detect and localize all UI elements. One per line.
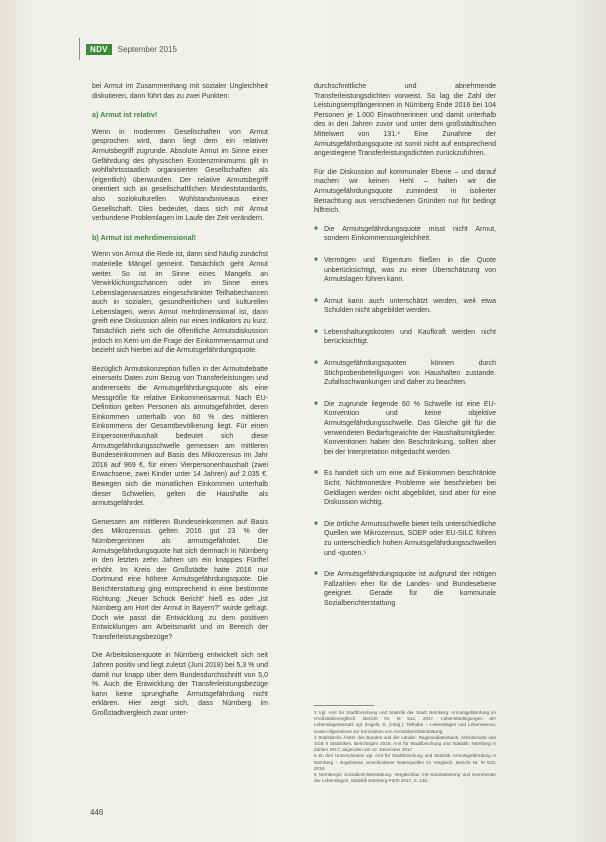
footnote-rule <box>314 705 374 706</box>
paragraph-2: Für die Diskussion auf kommunaler Ebene – und darauf machen wir keinen Hehl – halten wir die Armutsgefährdungsquote zumindest in isolierter Betrachtung aus verschiedenen Gründen nur für bedingt hilfreich. <box>314 168 496 215</box>
footnote: 5 Zu den Unterschieden vgl. Amt für Stadtforschung und Statistik: Armutsgefährdung in Nürnberg – Ergebnisse verschiedener Datenquellen im Vergleich. Bericht Nr. M 510, 2016. <box>314 753 496 771</box>
bullet-item: ■ Die Armutsgefährdungsquote ist aufgrund der nötigen Fallzahlen eher für die Landes- und Bundesebene geeignet. Gerade für die kommunale Sozialberichterstattung <box>314 570 496 608</box>
footnote: 6 Nürnberger Sozialberichterstattung: Vergleichbar mit Kontrastierung und Kommentar der Lebenslagen; Statistik Nürnberg-Fürth 2017, S. 145. <box>314 772 496 784</box>
bullet-item: ■ Die zugrunde liegende 60 % Schwelle ist eine EU-Konvention und keine objektive Armutsgefährdungsschwelle. Das Gleiche gilt für die verwendeten Bedarfsgewichte der Haushaltsmitglieder. Konventionen haben den Beschränkung, sollten aber bei der Interpretation mitgedacht werden. <box>314 400 496 458</box>
paragraph-a: Wenn in modernen Gesellschaften von Armut gesprochen wird, dann liegt dem ein relativer Armutsbegriff zugrunde. Absolute Armut im Sinne einer Gefährdung des physischen Existenzminimums gilt in wohlfahrtsstaatlich organisierten Gesellschaften als (eigentlich) überwunden. Der relative Armutsbegriff orientiert sich an gesellschaftlichen Mindeststandards, also soziokulturellen Wohlstandsniveaus einer Gesellschaft. Dies bedeutet, dass sich mit Armut verbundene Problemlagen im Laufe der Zeit verändern. <box>92 128 268 223</box>
bullet-item: ■ Die Armutsgefährdungsquote misst nicht Armut, sondern Einkommensungleichheit. <box>314 225 496 244</box>
left-column <box>92 82 268 728</box>
page-header <box>86 43 177 55</box>
bullet-item: ■ Armut kann auch unterschätzt werden, weil etwa Schulden nicht abgebildet werden. <box>314 297 496 316</box>
paragraph-d: Gemessen am mittleren Bundeseinkommen auf Basis des Mikrozensus gelten 2016 gut 23 % der Nürnbergerinnen als armutsgefährdet. Die Armutsgefährdungsquote hat sich demnach in Nürnberg in den letzten zehn Jahren um ein knappes Fünftel erhöht. Im Kreis der Großstädte hatte 2016 nur Dortmund eine höhere Armutsgefährdungsquote. Die Berichterstattung ging entsprechend in eine bestimmte Richtung: „Neuer Schock Bericht“ hieß es oder „Ist Nürnberg am Hort der Armut in Bayern?“ wurde gefragt. Doch wie passt die Entwicklung zu dem positiven Entwicklungen am Arbeitsmarkt und im Bereich der Transferleistungsbezüge? <box>92 518 268 641</box>
page-number: 446 <box>90 808 104 817</box>
footnote: 4 Statistische Ämter des Bundes und der Länder: Regionaldatenbank, Arbeitsmarkt und SGB II Statistiken, Berichtsjahr 2016; Amt für Stadtforschung und Statistik: Nürnberg in Zahlen 2017; abgerufen am 12. Dezember 2017. <box>314 734 496 753</box>
bullet-item: ■ Die örtliche Armutsschwelle bietet teils unterschiedliche Quellen wie Mikrozensus, SOEP oder EU-SILC führen zu unterschiedlich hohen Armutsgefährdungsschwellen und -quoten.⁵ <box>314 520 496 558</box>
section-heading-a: a) Armut ist relativ! <box>92 110 158 120</box>
footnote: 3 Vgl. Amt für Stadtforschung und Statistik der Stadt Nürnberg: Armutsgefährdung im Großstädtevergleich. Bericht Nr. M 512, 2017. Lebensbedingungen der Lebenslagenansatz vgl. Engels, D. (Hrsg.): Teilhabe – Lebenslagen und Lebensarmut, sowie Allgemeines zur Konzeption von Armutsberichterstattung. <box>314 710 496 734</box>
right-column <box>314 82 496 621</box>
paragraph-b: Wenn von Armut die Rede ist, dann sind häufig zunächst materielle Mängel gemeint. Tatsächlich geht Armut weiter. So ist im Sinne eines Mangels an Verwirklichungschancen oder im Sinne eines Lebenslagenansatzes eingeschränkter Teilhabechancen auch in sozialen, gesundheitlichen und kulturellen Lebenslagen, wenn Armut mehrdimensional ist, dann greift eine Diskussion allein nur eines Indikators zu kurz. Tatsächlich zieht sich die öffentliche Armutsdiskussion jedoch im Kern um die Frage der Einkommensarmut und bezieht sich hierbei auf die Armutsgefährdungsquote. <box>92 251 268 355</box>
bullet-item: ■ Vermögen und Eigentum fließen in die Quote unberücksichtigt, was zu einer Überschätzung von Armutslagen führen kann. <box>314 256 496 285</box>
section-heading-b: b) Armut ist mehrdimensional! <box>92 232 196 242</box>
bullet-item: ■ Lebenshaltungskosten und Kaufkraft werden nicht berücksichtigt. <box>314 328 496 347</box>
bullet-item: ■ Es handelt sich um eine auf Einkommen beschränkte Sicht, Nichtmonetäre Probleme wie beschrieben bei Geldlagen werden nicht abgebildet, sind aber für eine Diskussion wichtig. <box>314 469 496 507</box>
header-divider <box>79 38 80 60</box>
bullet-item: ■ Armutsgefährdungsquoten können durch Stichprobenbeteiligungen von Haushalten zustande. Zufallsschwankungen und daher zu beachten. <box>314 359 496 388</box>
intro-paragraph: bei Armut im Zusammenhang mit sozialer Ungleichheit diskutieren, dann führt das zu zwei Punkten: <box>92 83 268 100</box>
issue-date: September 2015 <box>117 44 177 54</box>
paragraph-e: Die Arbeitslosenquote in Nürnberg entwickelt sich seit Jahren positiv und liegt zuletzt (Juni 2018) bei 5,3 % und damit nur knapp über dem Bundesdurchschnitt von 5,0 %. Auch die Entwicklung der Transferleistungsbezüge kann keine sprunghafte Armutsgefährdung nicht erklären. Hier zeigt sich, dass Nürnberg im Großstadtvergleich zwar unter- <box>92 652 268 718</box>
paragraph-1: durchschnittliche und abnehmende Transferleistungsdichten vorweist. So lag die Zahl der Leistungsempfängerinnen in Nürnberg Ende 2016 bei 104 Personen je 1.000 Einwohnerinnen und damit unterhalb des in den Jahren zuvor und unter dem großstädtischen Mittelwert von 131.⁴ Eine Zunahme der Armutsgefährdungsquote ist somit nicht auf entsprechend angestiegene Transferleistungsdichten zurückzuführen. <box>314 83 496 158</box>
bullet-list <box>314 225 496 609</box>
footnotes <box>314 710 496 784</box>
paragraph-c: Bezüglich Armutskonzeption fußen in der Armutsdebatte einerseits Daten zum Bezug von Transferleistungen und andererseits die Armutsgefährdungsquote als eine Messgröße für relative Einkommensarmut. Nach EU-Definition gelten Personen als armutsgefährdet, deren Einkommen unterhalb von 60 % des mittleren Einkommens der Gesamtbevölkerung liegt. Für einen Einpersonenhaushalt bedeutet sich diese Armutsgefährdungsschwelle gemessen am mittleren Bundeseinkommen auf Basis des Mikrozensus im Jahr 2016 auf 969 €, für einen Vierpersonenhaushalt (zwei Erwachsene, zwei Kinder unter 14 Jahren) auf 2.035 €. Bewegen sich die monatlichen Einkommen unterhalb dieser Schwellen, gelten die Haushalte als armutsgefährdet. <box>92 365 268 508</box>
journal-badge: NDV <box>86 44 112 55</box>
